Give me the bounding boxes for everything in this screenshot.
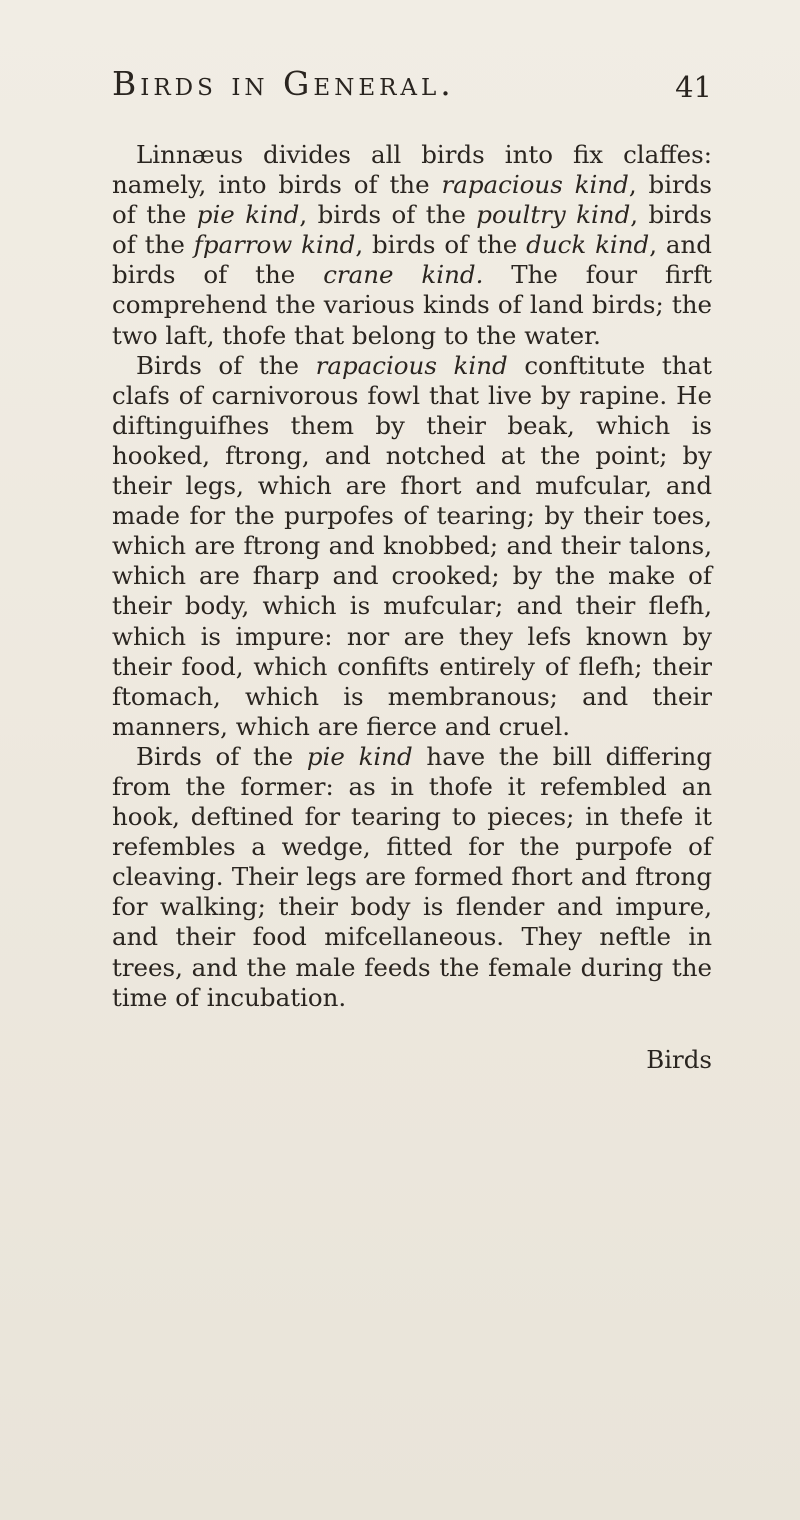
paragraph [112, 742, 712, 1013]
text-run: Linnæus divides all birds into fix claffes: namely, into birds of the [112, 140, 712, 200]
italic-run: crane kind. [323, 260, 484, 290]
catchword: Birds [646, 1045, 712, 1074]
italic-run: pie kind [306, 741, 413, 771]
italic-run: fparrow kind [193, 230, 356, 260]
page-header [112, 64, 712, 124]
text-run: , birds of the [112, 200, 712, 260]
text-run: conftitute that clafs of carnivorous fowl that live by rapine. He diftinguifhes them by their beak, which is hooked, ftrong, and notched at the point; by their legs, which are fhort and mufcular, and made for the purpofes of tearing; by their toes, which are ftrong and knobbed; and their talons, which are fharp and crooked; by the make of their body, which is mufcular; and their flefh, which is impure: nor are they lefs known by their food, which confifts entirely of flefh; their ftomach, which is membranous; and their manners, which are fierce and cruel. [112, 350, 712, 741]
text-run: Birds of the [136, 350, 316, 380]
paragraph [112, 140, 712, 351]
text-run: The four firft comprehend the various kinds of land birds; the two laft, thofe that belong to the water. [112, 260, 712, 350]
italic-run: rapacious kind [441, 170, 629, 200]
italic-run: duck kind [526, 230, 650, 260]
text-run: Birds of the [136, 741, 307, 771]
italic-run: poultry kind [476, 200, 631, 230]
italic-run: rapacious kind [315, 350, 508, 380]
text-run: , birds of the [299, 200, 477, 230]
text-run: have the bill differing from the former: as in thofe it refembled an hook, deftined for tearing to pieces; in thefe it refembles a wedge, fitted for the purpofe of cleaving. Their legs are formed fhort and ftrong for walking; their body is flender and impure, and their food mifcellaneous. They neftle in trees, and the male feeds the female during the time of incubation. [112, 741, 713, 1012]
page-number: 41 [675, 70, 712, 104]
text-run: , birds of the [355, 230, 527, 260]
text-run: , and birds of the [112, 230, 712, 290]
running-head: Birds in General. [112, 64, 455, 103]
paragraph [112, 351, 712, 742]
text-run: , birds of the [112, 170, 713, 230]
body-text [112, 140, 712, 1013]
italic-run: pie kind [196, 200, 300, 230]
